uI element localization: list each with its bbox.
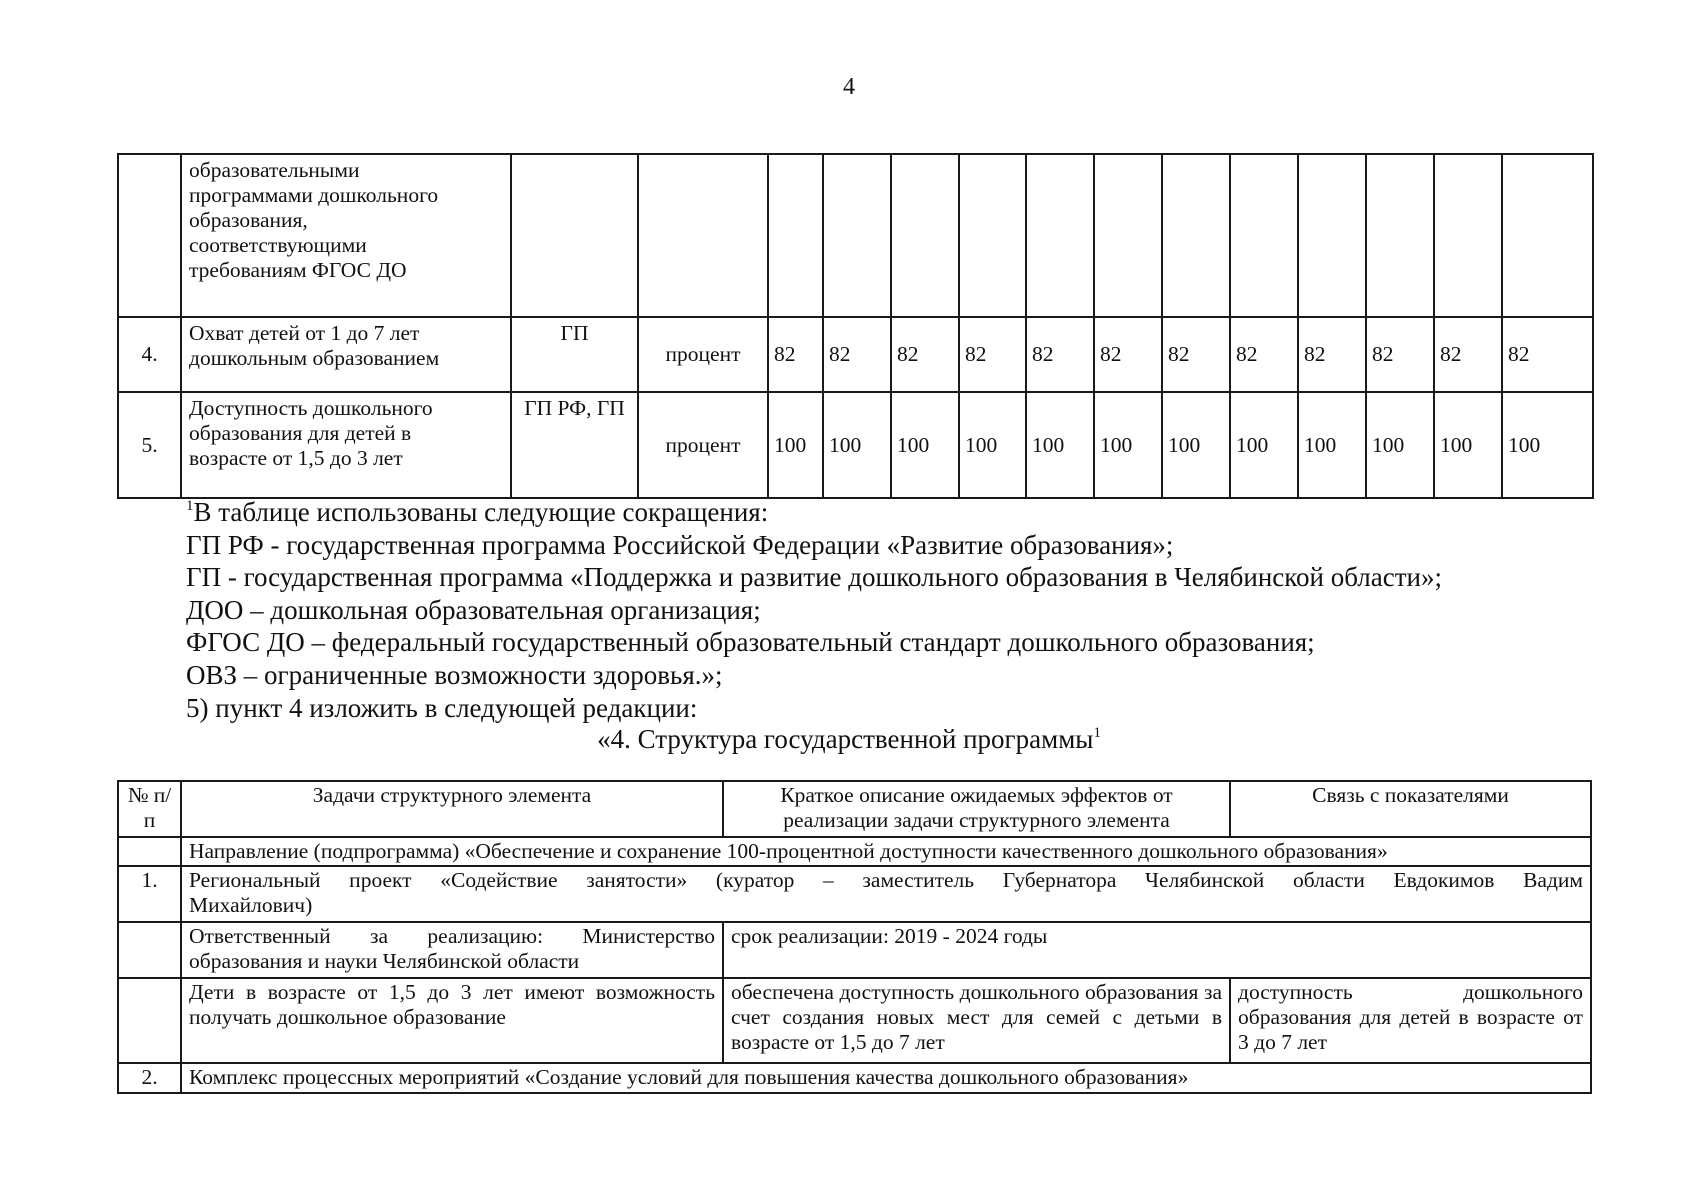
indicator-value — [1162, 154, 1230, 317]
table-row — [118, 154, 1593, 317]
header-effects: Краткое описание ожидаемых эффектов от реализации задачи структурного элемента — [723, 781, 1230, 837]
indicator-value: 100 — [1094, 392, 1162, 498]
project-row — [118, 866, 1591, 922]
indicator-name-line: соответствующими — [189, 232, 367, 257]
indicator-value: 100 — [959, 392, 1026, 498]
indicator-name-line: образования для детей в — [189, 420, 412, 445]
project-line: Михайлович) — [189, 892, 313, 917]
section-title: «4. Структура государственной программы$^1$ — [597, 724, 1101, 754]
indicator-value: 82 — [823, 317, 891, 392]
indicator-name-line: программами дошкольного — [189, 182, 439, 207]
row-number: 5. — [118, 392, 181, 498]
link-text: доступность дошкольного образования для детей в возрасте от 3 до 7 лет — [1230, 978, 1591, 1063]
indicator-value — [823, 154, 891, 317]
direction-num — [118, 837, 181, 866]
indicator-value — [1230, 154, 1298, 317]
indicator-value: 100 — [891, 392, 959, 498]
indicator-unit: процент — [638, 392, 768, 498]
indicator-value — [891, 154, 959, 317]
effect-text: обеспечена доступность дошкольного образования за счет создания новых мест для семей с детьми в возрасте от 1,5 до 7 лет — [723, 978, 1230, 1063]
complex-row — [118, 1063, 1591, 1093]
indicator-unit: процент — [638, 317, 768, 392]
indicator-value: 82 — [1162, 317, 1230, 392]
indicator-value: 100 — [1026, 392, 1094, 498]
indicator-name — [181, 154, 511, 317]
indicator-value — [1502, 154, 1593, 317]
table-row — [118, 392, 1593, 498]
indicator-value: 100 — [1162, 392, 1230, 498]
indicator-value: 82 — [1502, 317, 1593, 392]
indicator-value — [768, 154, 823, 317]
footnote-line: ФГОС ДО – федеральный государственный образовательный стандарт дошкольного образования; — [186, 627, 1315, 658]
indicator-value: 82 — [1230, 317, 1298, 392]
indicator-source: ГП РФ, ГП — [511, 392, 638, 498]
project-num: 1. — [118, 866, 181, 922]
task-num — [118, 978, 181, 1063]
header-num: № п/п — [118, 781, 181, 837]
indicator-name-line: образования, — [189, 207, 308, 232]
amendment-line: 5) пункт 4 изложить в следующей редакции: — [186, 692, 698, 723]
program-structure-table — [117, 780, 1592, 1094]
table-row — [118, 317, 1593, 392]
footnote-line: $^1$В таблице использованы следующие сокращения: — [186, 497, 769, 527]
indicator-name-line: возрасте от 1,5 до 3 лет — [189, 445, 403, 470]
row-number — [118, 154, 181, 317]
term-text: срок реализации: 2019 - 2024 годы — [723, 922, 1591, 978]
project-text — [181, 866, 1591, 922]
indicator-value — [1026, 154, 1094, 317]
indicator-value: 100 — [1230, 392, 1298, 498]
direction-row — [118, 837, 1591, 866]
indicator-name-line: Охват детей от 1 до 7 лет — [189, 321, 420, 345]
page-number: 4 — [843, 74, 855, 100]
indicator-value — [1434, 154, 1502, 317]
indicator-source — [511, 154, 638, 317]
header-tasks: Задачи структурного элемента — [181, 781, 723, 837]
indicator-value: 100 — [768, 392, 823, 498]
complex-num: 2. — [118, 1063, 181, 1093]
indicators-table — [117, 153, 1594, 499]
indicator-value: 82 — [891, 317, 959, 392]
header-link: Связь с показателями — [1230, 781, 1591, 837]
indicator-value: 82 — [1366, 317, 1434, 392]
indicator-source: ГП — [511, 317, 638, 392]
direction-text: Направление (подпрограмма) «Обеспечение и сохранение 100-процентной доступности качественного дошкольного образования» — [181, 837, 1591, 866]
footnote-line: ГП РФ - государственная программа Российской Федерации «Развитие образования»; — [186, 529, 1174, 560]
indicator-value: 100 — [1434, 392, 1502, 498]
responsible-num — [118, 922, 181, 978]
indicator-name — [181, 317, 511, 392]
indicator-value — [959, 154, 1026, 317]
footnote-marker: 1 — [186, 498, 194, 514]
indicator-value: 82 — [1026, 317, 1094, 392]
indicator-value: 100 — [823, 392, 891, 498]
row-number: 4. — [118, 317, 181, 392]
task-text: Дети в возрасте от 1,5 до 3 лет имеют возможность получать дошкольное образование — [181, 978, 723, 1063]
indicator-name — [181, 392, 511, 498]
indicator-value — [1366, 154, 1434, 317]
table-header-row — [118, 781, 1591, 837]
indicator-name-line: требованиям ФГОС ДО — [189, 257, 407, 282]
project-line: Региональный проект «Содействие занятости» (куратор – заместитель Губернатора Челябинской области Евдокимов Вадим — [189, 868, 1583, 892]
indicator-value: 82 — [1434, 317, 1502, 392]
title-footnote-marker: 1 — [1093, 725, 1101, 741]
footnote-line: ГП - государственная программа «Поддержка и развитие дошкольного образования в Челябинской области»; — [186, 562, 1442, 593]
indicator-value: 82 — [959, 317, 1026, 392]
indicator-value — [1298, 154, 1366, 317]
indicator-name-line: Доступность дошкольного — [189, 396, 433, 420]
indicator-value: 100 — [1366, 392, 1434, 498]
indicator-name-line: образовательными — [189, 158, 360, 182]
footnote-line: ОВЗ – ограниченные возможности здоровья.»; — [186, 659, 723, 690]
responsible-text: Ответственный за реализацию: Министерство образования и науки Челябинской области — [181, 922, 723, 978]
indicator-value — [1094, 154, 1162, 317]
responsible-row — [118, 922, 1591, 978]
task-row — [118, 978, 1591, 1063]
indicator-value: 82 — [1094, 317, 1162, 392]
complex-text: Комплекс процессных мероприятий «Создание условий для повышения качества дошкольного образования» — [181, 1063, 1591, 1093]
footnote-line: ДОО – дошкольная образовательная организация; — [186, 594, 761, 625]
footnote-abbreviations — [186, 496, 1442, 724]
indicator-value: 100 — [1298, 392, 1366, 498]
indicator-value: 82 — [1298, 317, 1366, 392]
indicator-value: 82 — [768, 317, 823, 392]
indicator-value: 100 — [1502, 392, 1593, 498]
indicator-unit — [638, 154, 768, 317]
indicator-name-line: дошкольным образованием — [189, 345, 440, 370]
